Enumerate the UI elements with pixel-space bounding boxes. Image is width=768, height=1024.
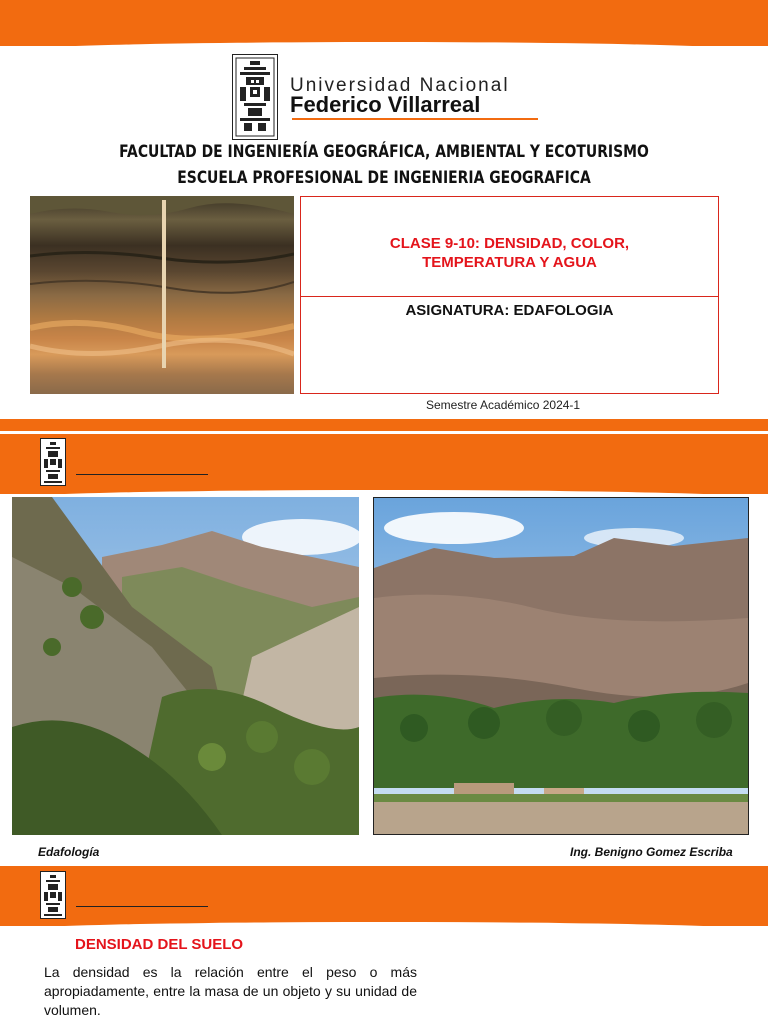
soil-profile-photo: [30, 196, 294, 394]
university-name-underline: [292, 118, 538, 120]
page-separator-band: [0, 419, 768, 431]
page2-header-band: [0, 434, 768, 494]
school-heading: ESCUELA PROFESIONAL DE INGENIERIA GEOGRAFICA: [177, 168, 591, 188]
top-orange-band: [0, 0, 768, 46]
header-rule: [76, 906, 208, 907]
valley-landscape-photo: [12, 497, 359, 835]
university-name-line2: Federico Villarreal: [290, 92, 481, 117]
subject-label: ASIGNATURA: EDAFOLOGIA: [405, 302, 614, 319]
class-title: [301, 234, 718, 272]
header-emblem-icon: [40, 871, 66, 919]
university-name-line1: Universidad Nacional: [290, 75, 510, 96]
footer-instructor-label: Ing. Benigno Gomez Escriba: [570, 845, 733, 859]
header-rule: [76, 474, 208, 475]
class-title-line2: TEMPERATURA Y AGUA: [422, 254, 597, 271]
title-box-divider: [301, 296, 718, 297]
header-emblem-icon: [40, 438, 66, 486]
footer-course-label: Edafología: [38, 845, 100, 859]
mountain-village-photo: [373, 497, 749, 835]
page3-header-band: [0, 866, 768, 926]
section-title: DENSIDAD DEL SUELO: [75, 936, 244, 953]
faculty-heading: FACULTAD DE INGENIERÍA GEOGRÁFICA, AMBIENTAL Y ECOTURISMO: [119, 142, 649, 162]
body-paragraph: La densidad es la relación entre el peso o más apropiadamente, entre la masa de un objeto y su unidad de volumen.: [44, 964, 417, 1018]
university-emblem-logo: [232, 54, 278, 140]
class-title-line1: CLASE 9-10: DENSIDAD, COLOR,: [389, 235, 630, 252]
class-title-box: [300, 196, 719, 394]
semester-label: Semestre Académico 2024-1: [426, 398, 581, 412]
